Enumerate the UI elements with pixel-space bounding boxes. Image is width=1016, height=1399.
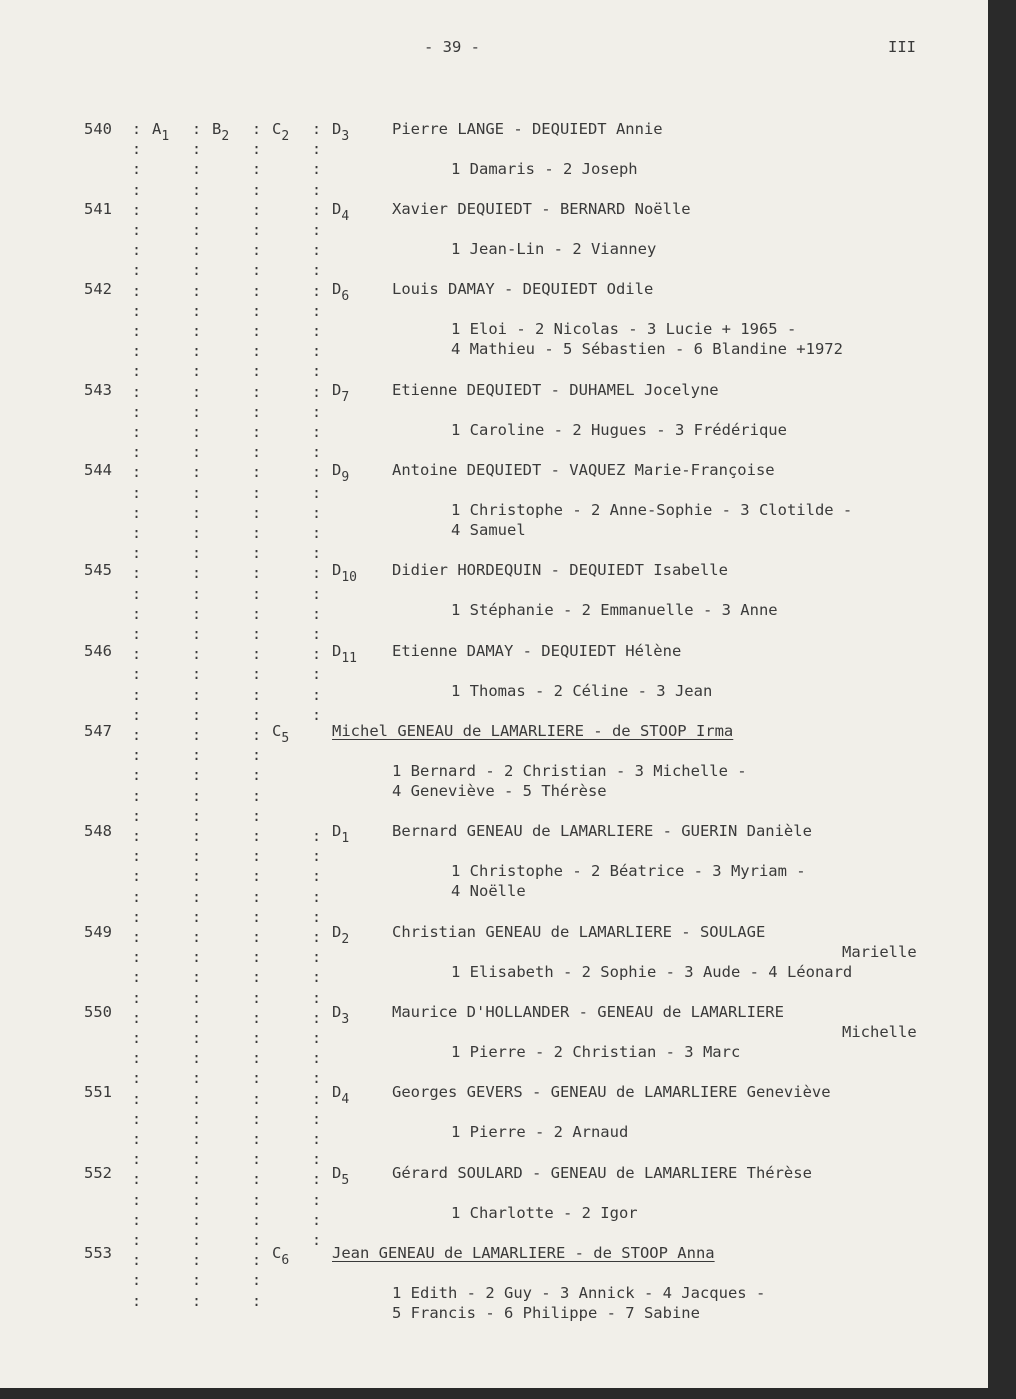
column-colon: : — [192, 180, 202, 199]
column-colon: : — [312, 1170, 322, 1189]
column-colon: : — [312, 1029, 322, 1047]
generation-marker: $D_4$ — [332, 1083, 350, 1107]
column-colon: : — [132, 867, 142, 886]
column-colon: : — [312, 887, 322, 906]
generation-marker: $D_4$ — [332, 200, 350, 224]
column-colon: : — [192, 1008, 202, 1027]
column-colon: : — [312, 180, 322, 199]
column-colon: : — [192, 887, 202, 906]
entry-number: 548 — [84, 822, 112, 840]
column-colon: : — [132, 382, 142, 401]
column-colon: : — [252, 1231, 262, 1249]
column-colon: : — [252, 1251, 262, 1270]
generation-c-marker: $C_2$ — [272, 120, 290, 144]
generation-marker: $D_2$ — [332, 923, 350, 947]
column-colon: : — [252, 241, 262, 260]
column-colon: : — [132, 806, 142, 825]
column-colon: : — [192, 746, 202, 765]
column-colon: : — [312, 261, 322, 280]
entry-number: 552 — [84, 1164, 112, 1182]
couple-name: Antoine DEQUIEDT - VAQUEZ Marie-Françoise — [392, 461, 775, 479]
generation-marker: $D_1$ — [332, 822, 350, 846]
couple-name: Georges GEVERS - GENEAU de LAMARLIERE Geneviève — [392, 1083, 831, 1101]
column-colon: : — [192, 423, 202, 441]
column-colon: : — [132, 544, 142, 563]
column-colon: : — [192, 645, 202, 664]
column-colon: : — [252, 342, 262, 361]
column-colon: : — [132, 120, 142, 138]
column-colon: : — [312, 948, 322, 967]
column-colon: : — [132, 625, 142, 643]
column-colon: : — [252, 1210, 262, 1229]
column-colon: : — [132, 443, 142, 462]
column-colon: : — [192, 402, 202, 421]
scan-edge-right — [988, 0, 1016, 1399]
column-colon: : — [252, 160, 262, 179]
column-colon: : — [312, 564, 322, 583]
column-colon: : — [252, 301, 262, 320]
column-colon: : — [252, 1130, 262, 1148]
column-colon: : — [132, 887, 142, 906]
column-colon: : — [132, 1210, 142, 1229]
column-colon: : — [192, 948, 202, 967]
column-colon: : — [132, 1150, 142, 1169]
column-colon: : — [252, 907, 262, 926]
column-colon: : — [132, 160, 142, 179]
entry-number: 547 — [84, 722, 112, 740]
column-colon: : — [192, 382, 202, 401]
column-colon: : — [252, 625, 262, 643]
column-colon: : — [192, 140, 202, 159]
column-colon: : — [312, 443, 322, 462]
column-colon: : — [312, 503, 322, 522]
children-list: 4 Noëlle — [451, 882, 526, 900]
column-colon: : — [192, 342, 202, 361]
column-colon: : — [132, 281, 142, 300]
column-colon: : — [132, 1029, 142, 1047]
column-colon: : — [192, 604, 202, 623]
entry-number: 549 — [84, 923, 112, 941]
children-list: 1 Elisabeth - 2 Sophie - 3 Aude - 4 Léonard — [451, 963, 853, 981]
couple-name: Pierre LANGE - DEQUIEDT Annie — [392, 120, 663, 138]
column-colon: : — [192, 301, 202, 320]
children-list: 1 Christophe - 2 Béatrice - 3 Myriam - — [451, 862, 806, 880]
column-colon: : — [132, 1251, 142, 1270]
children-list: 1 Caroline - 2 Hugues - 3 Frédérique — [451, 421, 787, 439]
column-colon: : — [192, 1130, 202, 1148]
column-colon: : — [132, 1291, 142, 1310]
entry-number: 553 — [84, 1244, 112, 1262]
children-list: 4 Samuel — [451, 521, 526, 539]
column-colon: : — [252, 928, 262, 946]
column-colon: : — [132, 180, 142, 199]
column-colon: : — [132, 1170, 142, 1189]
column-colon: : — [192, 200, 202, 219]
column-colon: : — [312, 342, 322, 361]
column-colon: : — [252, 786, 262, 805]
column-colon: : — [192, 463, 202, 482]
column-colon: : — [312, 483, 322, 502]
column-colon: : — [132, 483, 142, 502]
generation-b-marker: $B_2$ — [212, 120, 230, 144]
column-colon: : — [192, 1029, 202, 1047]
column-colon: : — [252, 443, 262, 462]
column-colon: : — [312, 1210, 322, 1229]
column-colon: : — [312, 1008, 322, 1027]
column-colon: : — [312, 847, 322, 866]
entry-number: 544 — [84, 461, 112, 479]
generation-marker: $D_{10}$ — [332, 561, 357, 585]
couple-name-continued: Marielle — [842, 943, 917, 961]
entry-number: 543 — [84, 381, 112, 399]
column-colon: : — [312, 544, 322, 563]
column-colon: : — [252, 362, 262, 381]
column-colon: : — [132, 402, 142, 421]
column-colon: : — [252, 1291, 262, 1310]
column-colon: : — [192, 1170, 202, 1189]
column-colon: : — [192, 968, 202, 987]
column-colon: : — [192, 1231, 202, 1249]
column-colon: : — [312, 1089, 322, 1108]
children-list: 1 Christophe - 2 Anne-Sophie - 3 Clotilde - — [451, 501, 853, 519]
children-list: 1 Stéphanie - 2 Emmanuelle - 3 Anne — [451, 601, 778, 619]
column-colon: : — [132, 746, 142, 765]
generation-marker: $D_{11}$ — [332, 642, 357, 666]
column-colon: : — [132, 1008, 142, 1027]
column-colon: : — [312, 241, 322, 260]
column-colon: : — [192, 584, 202, 603]
column-colon: : — [132, 423, 142, 441]
column-colon: : — [312, 1231, 322, 1249]
column-colon: : — [192, 160, 202, 179]
column-colon: : — [312, 685, 322, 704]
column-colon: : — [252, 1190, 262, 1209]
column-colon: : — [192, 1150, 202, 1169]
couple-name: Etienne DEQUIEDT - DUHAMEL Jocelyne — [392, 381, 719, 399]
generation-marker: $D_9$ — [332, 461, 350, 485]
column-colon: : — [252, 726, 262, 744]
generation-marker: $D_5$ — [332, 1164, 350, 1188]
column-colon: : — [132, 241, 142, 260]
column-colon: : — [312, 140, 322, 159]
generation-marker: $D_3$ — [332, 1003, 350, 1027]
column-colon: : — [312, 524, 322, 542]
column-colon: : — [252, 423, 262, 441]
couple-name: Didier HORDEQUIN - DEQUIEDT Isabelle — [392, 561, 728, 579]
column-colon: : — [312, 200, 322, 219]
column-colon: : — [192, 1210, 202, 1229]
column-colon: : — [252, 867, 262, 886]
column-colon: : — [312, 827, 322, 845]
column-colon: : — [312, 1130, 322, 1148]
column-colon: : — [192, 524, 202, 542]
column-colon: : — [132, 988, 142, 1007]
column-colon: : — [312, 705, 322, 724]
column-colon: : — [252, 1170, 262, 1189]
column-colon: : — [132, 140, 142, 159]
column-colon: : — [192, 362, 202, 381]
column-colon: : — [252, 988, 262, 1007]
column-colon: : — [312, 665, 322, 684]
column-colon: : — [132, 766, 142, 785]
children-list: 1 Pierre - 2 Christian - 3 Marc — [451, 1043, 741, 1061]
column-colon: : — [192, 261, 202, 280]
column-colon: : — [252, 968, 262, 987]
column-colon: : — [192, 1109, 202, 1128]
column-colon: : — [132, 1049, 142, 1068]
couple-name-continued: Michelle — [842, 1023, 917, 1041]
column-colon: : — [192, 867, 202, 886]
column-colon: : — [132, 322, 142, 340]
column-colon: : — [252, 261, 262, 280]
column-colon: : — [312, 584, 322, 603]
generation-marker: $C_5$ — [272, 722, 290, 746]
column-colon: : — [192, 503, 202, 522]
column-colon: : — [192, 786, 202, 805]
column-colon: : — [132, 1089, 142, 1108]
column-colon: : — [252, 322, 262, 340]
couple-name: Bernard GENEAU de LAMARLIERE - GUERIN Danièle — [392, 822, 812, 840]
column-colon: : — [192, 1291, 202, 1310]
column-colon: : — [132, 301, 142, 320]
column-colon: : — [132, 685, 142, 704]
column-colon: : — [252, 1008, 262, 1027]
column-colon: : — [192, 1190, 202, 1209]
column-colon: : — [132, 1069, 142, 1088]
children-list: 1 Eloi - 2 Nicolas - 3 Lucie + 1965 - — [451, 320, 797, 338]
column-colon: : — [312, 160, 322, 179]
column-colon: : — [132, 1130, 142, 1148]
column-colon: : — [312, 221, 322, 239]
column-colon: : — [312, 968, 322, 987]
column-colon: : — [252, 564, 262, 583]
couple-name: Christian GENEAU de LAMARLIERE - SOULAGE — [392, 923, 766, 941]
column-colon: : — [312, 463, 322, 482]
column-colon: : — [252, 1069, 262, 1088]
column-colon: : — [252, 221, 262, 239]
column-colon: : — [312, 382, 322, 401]
column-colon: : — [312, 1150, 322, 1169]
children-list: 1 Damaris - 2 Joseph — [451, 160, 638, 178]
column-colon: : — [192, 221, 202, 239]
column-colon: : — [252, 1089, 262, 1108]
column-colon: : — [252, 847, 262, 866]
column-colon: : — [132, 342, 142, 361]
column-colon: : — [252, 584, 262, 603]
column-colon: : — [252, 705, 262, 724]
children-list: 5 Francis - 6 Philippe - 7 Sabine — [392, 1304, 700, 1322]
column-colon: : — [252, 645, 262, 664]
column-colon: : — [192, 281, 202, 300]
couple-name: Xavier DEQUIEDT - BERNARD Noëlle — [392, 200, 691, 218]
entry-number: 546 — [84, 642, 112, 660]
column-colon: : — [192, 847, 202, 866]
column-colon: : — [132, 604, 142, 623]
column-colon: : — [192, 907, 202, 926]
column-colon: : — [312, 1190, 322, 1209]
column-colon: : — [192, 625, 202, 643]
column-colon: : — [132, 827, 142, 845]
entry-number: 551 — [84, 1083, 112, 1101]
column-colon: : — [252, 483, 262, 502]
column-colon: : — [312, 281, 322, 300]
column-colon: : — [252, 948, 262, 967]
generation-marker: $D_6$ — [332, 280, 350, 304]
column-colon: : — [252, 200, 262, 219]
column-colon: : — [132, 1231, 142, 1249]
column-colon: : — [252, 746, 262, 765]
column-colon: : — [192, 705, 202, 724]
column-colon: : — [312, 645, 322, 664]
entry-number: 540 — [84, 120, 112, 138]
column-colon: : — [132, 1190, 142, 1209]
column-colon: : — [312, 322, 322, 340]
entry-number: 550 — [84, 1003, 112, 1021]
column-colon: : — [192, 726, 202, 744]
children-list: 4 Mathieu - 5 Sébastien - 6 Blandine +1972 — [451, 340, 843, 358]
column-colon: : — [192, 1069, 202, 1088]
children-list: 1 Edith - 2 Guy - 3 Annick - 4 Jacques - — [392, 1284, 766, 1302]
column-colon: : — [312, 1049, 322, 1068]
column-colon: : — [252, 1049, 262, 1068]
column-colon: : — [132, 705, 142, 724]
column-colon: : — [132, 726, 142, 744]
column-colon: : — [132, 584, 142, 603]
column-colon: : — [312, 301, 322, 320]
children-list: 1 Charlotte - 2 Igor — [451, 1204, 638, 1222]
column-colon: : — [252, 1029, 262, 1047]
generation-marker: $D_7$ — [332, 381, 350, 405]
column-colon: : — [132, 907, 142, 926]
column-colon: : — [192, 928, 202, 946]
column-colon: : — [252, 463, 262, 482]
column-colon: : — [192, 988, 202, 1007]
column-colon: : — [132, 564, 142, 583]
column-colon: : — [192, 322, 202, 340]
column-colon: : — [192, 564, 202, 583]
couple-name: Jean GENEAU de LAMARLIERE - de STOOP Anna — [332, 1244, 715, 1262]
column-colon: : — [312, 402, 322, 421]
column-colon: : — [252, 806, 262, 825]
column-colon: : — [192, 1251, 202, 1270]
column-colon: : — [132, 968, 142, 987]
column-colon: : — [312, 867, 322, 886]
column-colon: : — [192, 443, 202, 462]
generation-marker: $D_3$ — [332, 120, 350, 144]
column-colon: : — [252, 665, 262, 684]
column-colon: : — [192, 806, 202, 825]
column-colon: : — [252, 604, 262, 623]
column-colon: : — [132, 847, 142, 866]
column-colon: : — [192, 1089, 202, 1108]
column-colon: : — [252, 1150, 262, 1169]
column-colon: : — [252, 120, 262, 138]
couple-name: Michel GENEAU de LAMARLIERE - de STOOP Irma — [332, 722, 734, 740]
column-colon: : — [192, 241, 202, 260]
column-colon: : — [192, 1049, 202, 1068]
column-colon: : — [192, 766, 202, 785]
column-colon: : — [312, 362, 322, 381]
column-colon: : — [192, 483, 202, 502]
column-colon: : — [252, 140, 262, 159]
children-list: 1 Pierre - 2 Arnaud — [451, 1123, 629, 1141]
column-colon: : — [252, 402, 262, 421]
generation-a-marker: $A_1$ — [152, 120, 170, 144]
column-colon: : — [312, 604, 322, 623]
children-list: 4 Geneviève - 5 Thérèse — [392, 782, 607, 800]
column-colon: : — [192, 665, 202, 684]
generation-marker: $C_6$ — [272, 1244, 290, 1268]
column-colon: : — [252, 544, 262, 563]
column-colon: : — [132, 1271, 142, 1290]
column-colon: : — [252, 685, 262, 704]
column-colon: : — [252, 503, 262, 522]
couple-name: Gérard SOULARD - GENEAU de LAMARLIERE Thérèse — [392, 1164, 812, 1182]
column-colon: : — [312, 423, 322, 441]
couple-name: Maurice D'HOLLANDER - GENEAU de LAMARLIERE — [392, 1003, 784, 1021]
entry-number: 545 — [84, 561, 112, 579]
couple-name: Louis DAMAY - DEQUIEDT Odile — [392, 280, 654, 298]
column-colon: : — [252, 766, 262, 785]
column-colon: : — [312, 1069, 322, 1088]
column-colon: : — [132, 221, 142, 239]
column-colon: : — [192, 1271, 202, 1290]
column-colon: : — [192, 827, 202, 845]
column-colon: : — [132, 948, 142, 967]
column-colon: : — [132, 524, 142, 542]
column-colon: : — [132, 362, 142, 381]
page-number: - 39 - — [424, 38, 480, 56]
column-colon: : — [132, 665, 142, 684]
column-colon: : — [132, 786, 142, 805]
column-colon: : — [312, 625, 322, 643]
column-colon: : — [132, 645, 142, 664]
column-colon: : — [252, 382, 262, 401]
column-colon: : — [252, 281, 262, 300]
scan-edge-bottom — [0, 1388, 1016, 1399]
volume-number: III — [888, 38, 916, 56]
column-colon: : — [132, 503, 142, 522]
column-colon: : — [132, 261, 142, 280]
column-colon: : — [132, 200, 142, 219]
column-colon: : — [252, 827, 262, 845]
column-colon: : — [252, 1109, 262, 1128]
column-colon: : — [192, 685, 202, 704]
couple-name: Etienne DAMAY - DEQUIEDT Hélène — [392, 642, 682, 660]
entry-number: 542 — [84, 280, 112, 298]
children-list: 1 Jean-Lin - 2 Vianney — [451, 240, 657, 258]
column-colon: : — [192, 544, 202, 563]
column-colon: : — [252, 180, 262, 199]
column-colon: : — [312, 1109, 322, 1128]
column-colon: : — [132, 928, 142, 946]
column-colon: : — [312, 120, 322, 138]
column-colon: : — [192, 120, 202, 138]
column-colon: : — [252, 887, 262, 906]
children-list: 1 Thomas - 2 Céline - 3 Jean — [451, 682, 713, 700]
column-colon: : — [252, 524, 262, 542]
children-list: 1 Bernard - 2 Christian - 3 Michelle - — [392, 762, 747, 780]
column-colon: : — [312, 907, 322, 926]
column-colon: : — [252, 1271, 262, 1290]
column-colon: : — [312, 928, 322, 946]
column-colon: : — [132, 463, 142, 482]
entry-number: 541 — [84, 200, 112, 218]
column-colon: : — [312, 988, 322, 1007]
column-colon: : — [132, 1109, 142, 1128]
